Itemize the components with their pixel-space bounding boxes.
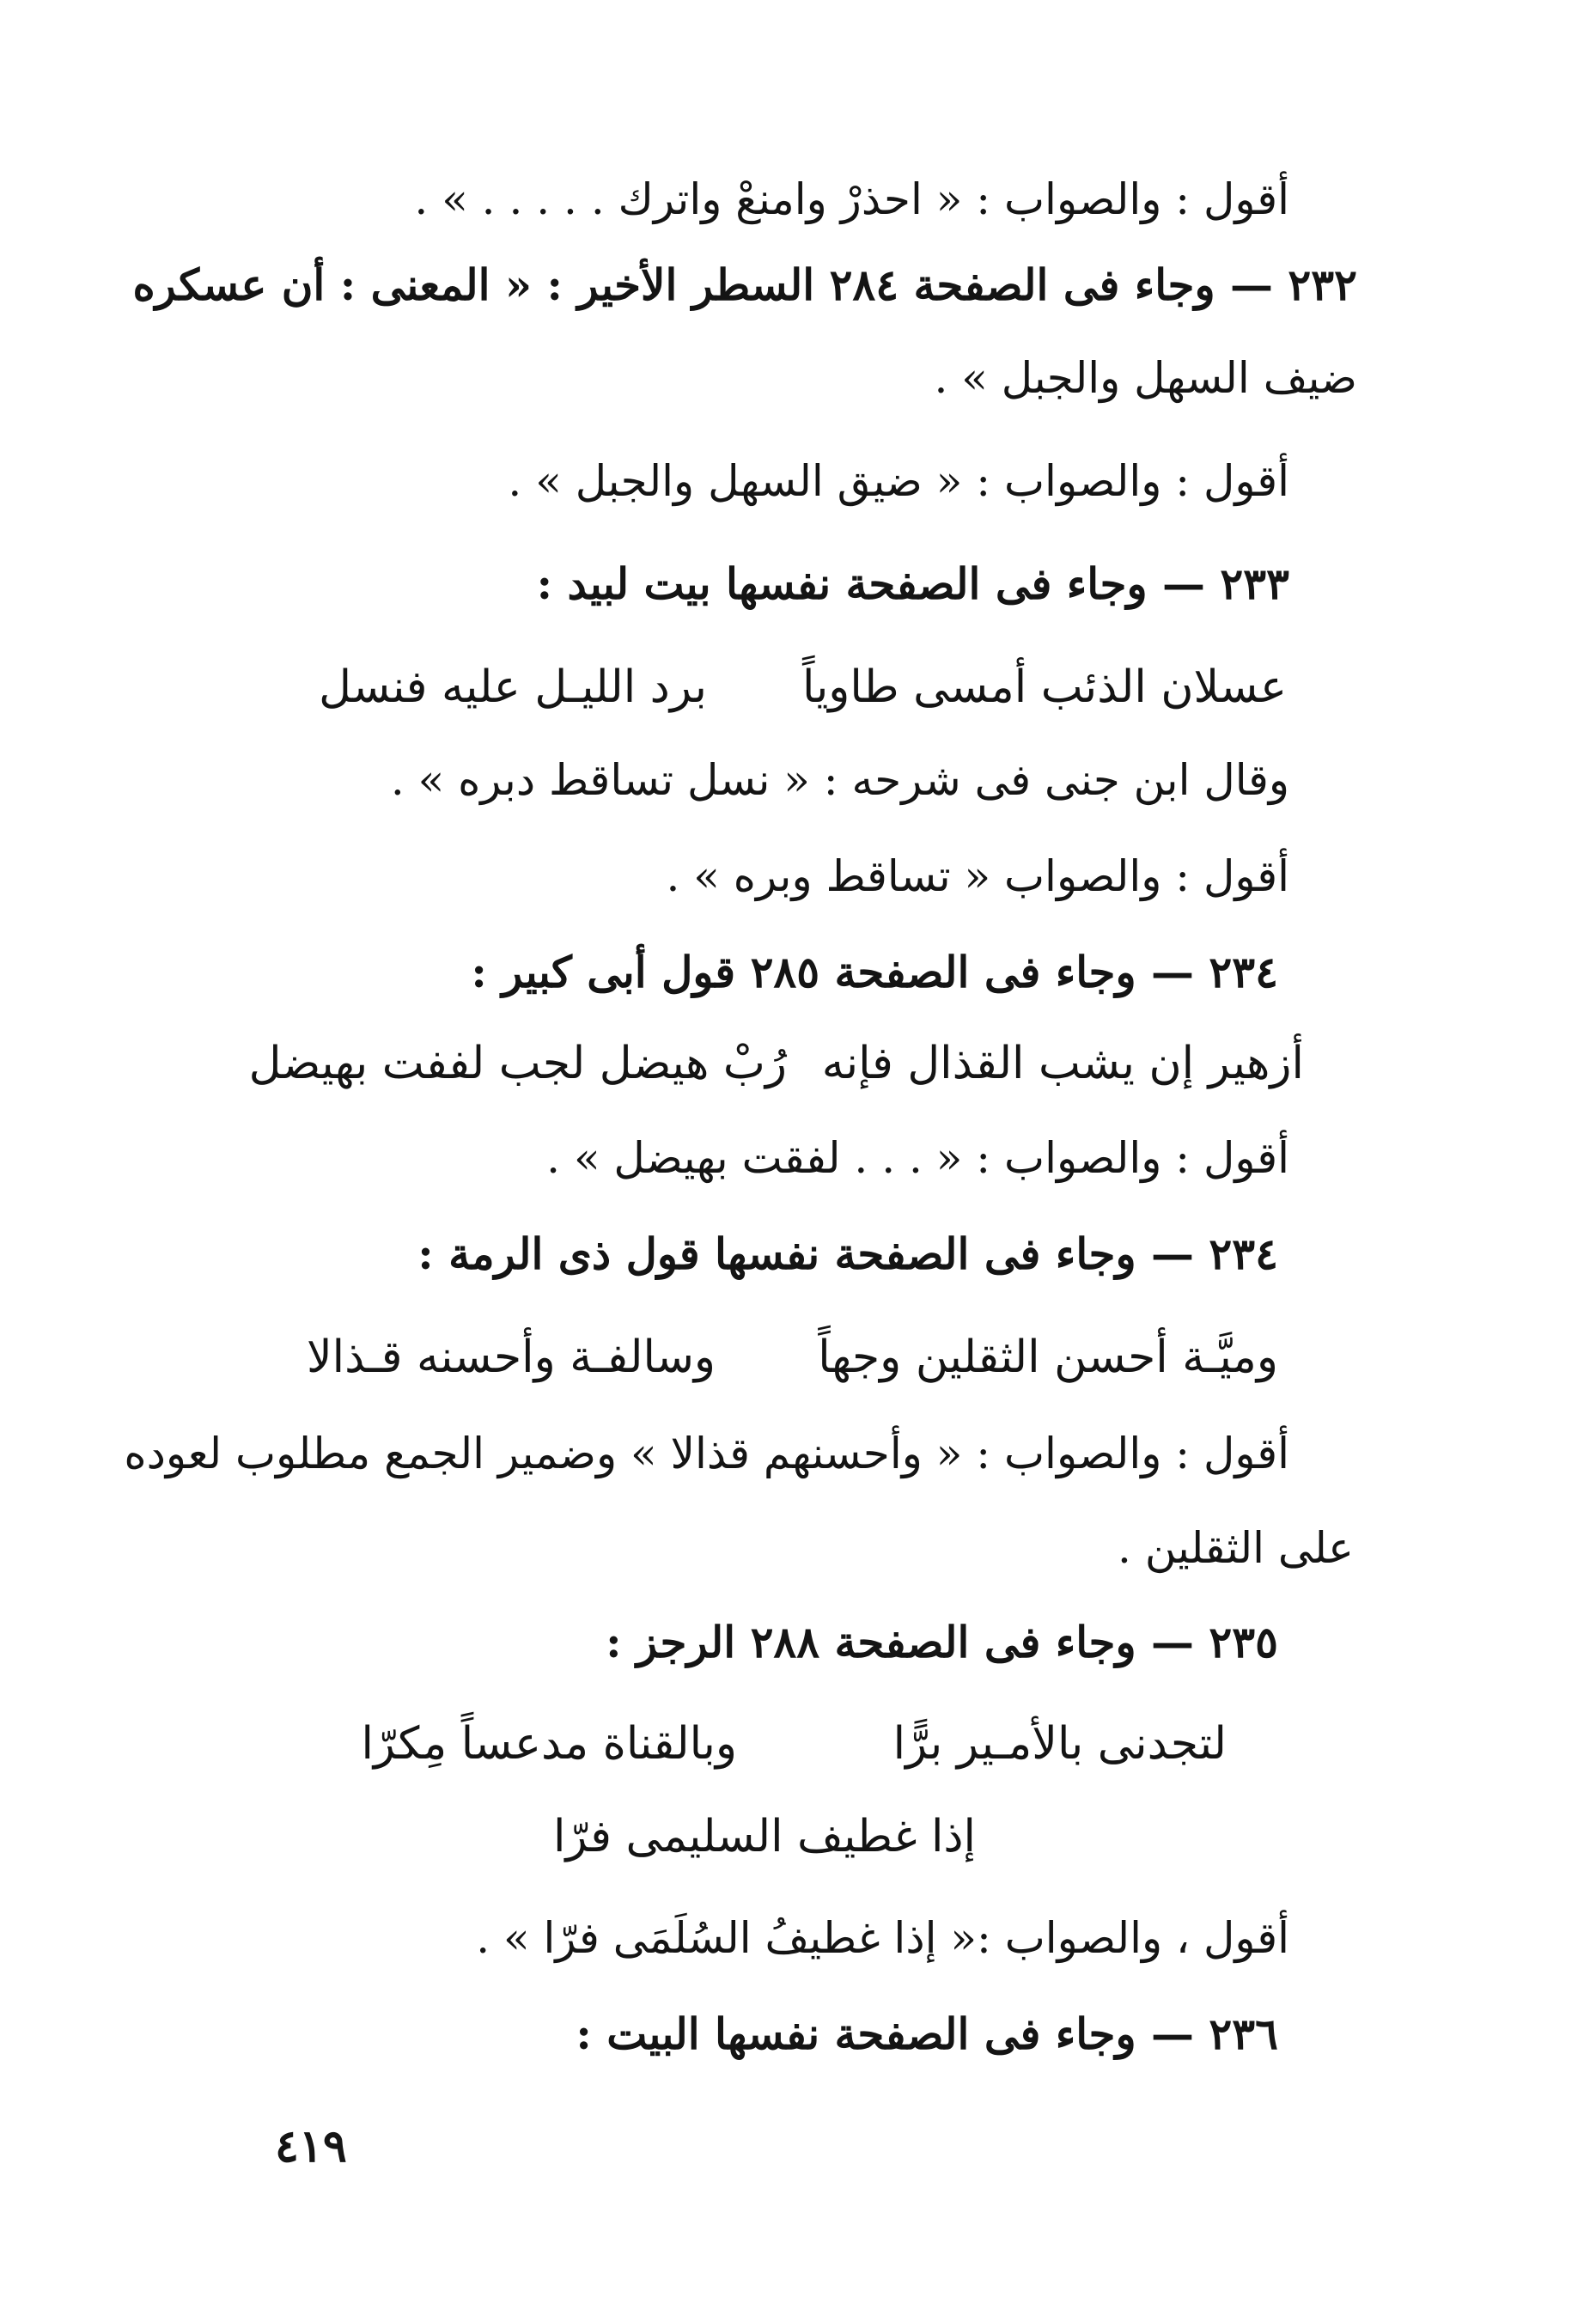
entry-234-heading: ٢٣٤ — وجاء فى الصفحة ٢٨٥ قول أبى كبير : bbox=[471, 947, 1278, 997]
entry-235-heading: ٢٣٥ — وجاء فى الصفحة ٢٨٨ الرجز : bbox=[606, 1617, 1278, 1667]
verse-4-third-hemistich: إذا غطيف السليمى فرّا bbox=[553, 1811, 976, 1862]
verse-2-second-hemistich: رُبْ هيضل لجب لففت بهيضل bbox=[248, 1038, 787, 1089]
verse-1-second-hemistich: برد الليـل عليه فنسل bbox=[319, 661, 707, 713]
text-line-8: أقول : والصواب « تساقط وبره » . bbox=[666, 851, 1289, 901]
verse-2-first-hemistich: أزهير إن يشب القذال فإنه bbox=[821, 1038, 1304, 1089]
page-number: ٤١٩ bbox=[275, 2120, 347, 2173]
text-line-3: ضيف السهل والجبل » . bbox=[934, 353, 1357, 403]
text-line-4: أقول : والصواب : « ضيق السهل والجبل » . bbox=[508, 456, 1289, 506]
entry-233-heading: ٢٣٣ — وجاء فى الصفحة نفسها بيت لبيد : bbox=[536, 558, 1289, 609]
text-line-11: أقول : والصواب : « . . . لفقت بهيضل » . bbox=[546, 1133, 1289, 1183]
verse-3-second-hemistich: وسالفـة وأحسنه قـذالا bbox=[307, 1332, 716, 1383]
verse-4-second-hemistich: وبالقناة مدعساً مِكرّا bbox=[361, 1718, 737, 1770]
text-line-7: وقال ابن جنى فى شرحه : « نسل تساقط دبره » . bbox=[390, 755, 1289, 805]
entry-236-heading: ٢٣٦ — وجاء فى الصفحة نفسها البيت : bbox=[576, 2008, 1278, 2059]
text-line-1: أقول : والصواب : « احذرْ وامنعْ واترك . . . . . » . bbox=[414, 174, 1289, 224]
verse-4-first-hemistich: لتجدنى بالأمـير برًّا bbox=[892, 1718, 1227, 1770]
text-line-19: أقول ، والصواب :« إذا غطيفُ السُلَمَى فرّا » . bbox=[476, 1913, 1289, 1963]
entry-232-heading: ٢٣٢ — وجاء فى الصفحة ٢٨٤ السطر الأخير : « المعنى : أن عسكره bbox=[132, 259, 1357, 310]
verse-3-first-hemistich: وميَّـة أحسن الثقلين وجهاً bbox=[818, 1332, 1278, 1383]
text-line-14: أقول : والصواب : « وأحسنهم قذالا » وضمير الجمع مطلوب لعوده bbox=[124, 1429, 1289, 1478]
entry-234b-heading: ٢٣٤ — وجاء فى الصفحة نفسها قول ذى الرمة : bbox=[417, 1228, 1278, 1279]
text-line-15: على الثقلين . bbox=[1118, 1523, 1354, 1573]
verse-1-first-hemistich: عسلان الذئب أمسى طاوياً bbox=[801, 661, 1287, 713]
